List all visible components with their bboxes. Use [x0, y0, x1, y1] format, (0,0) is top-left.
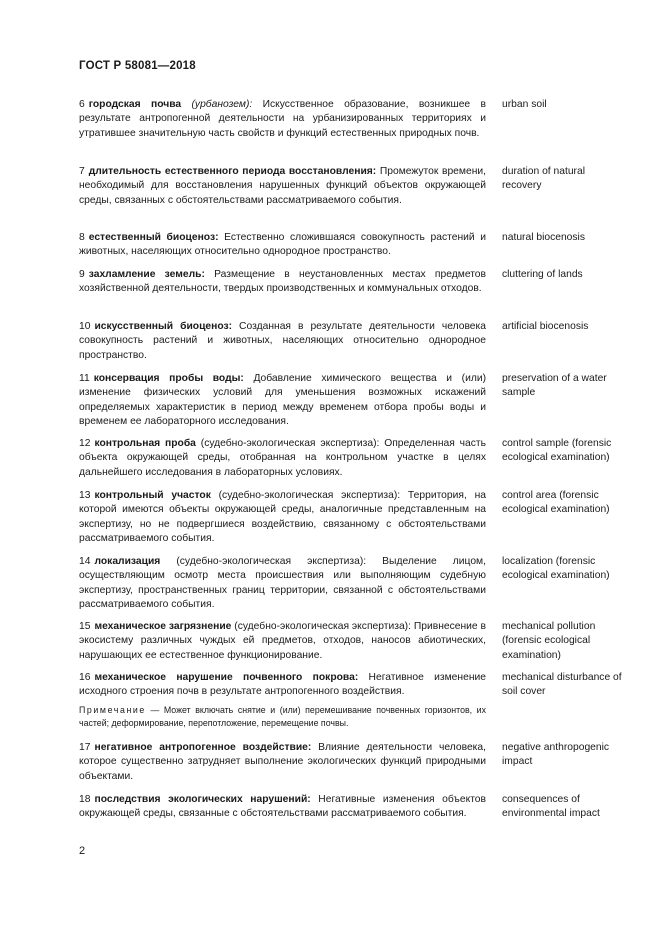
- term-definition: [79, 741, 486, 784]
- term-name: захламление земель:: [88, 269, 205, 280]
- term-name: негативное антропогенное воздействие:: [94, 742, 312, 753]
- definition-text: (судебно-экологическая экспертиза): Определенная часть объекта окружающей среды, отобранная на контрольном участке в целях дальнейшего исследования в лабораторных условиях.: [79, 438, 486, 478]
- term-definition: [79, 98, 486, 141]
- english-equivalent: mechanical pollution (forensic ecological examination): [502, 621, 596, 661]
- definition-text: Искусственное образование, возникшее в результате антропогенной деятельности на урбанизированных территориях и утратившее значительную часть свойств и функций естественных природных почв.: [79, 99, 486, 139]
- term-name: механическое загрязнение: [94, 621, 232, 632]
- english-equivalent: control area (forensic ecological examination): [502, 490, 610, 516]
- definition-text: Созданная в результате деятельности человека совокупность растений и животных, населяющих относительно однородное пространство.: [79, 321, 486, 361]
- term-definition: [79, 793, 486, 822]
- page-number: 2: [79, 845, 86, 857]
- term-name: контрольная проба: [94, 438, 196, 449]
- term-number: 9: [79, 269, 85, 280]
- term-name: искусственный биоценоз:: [94, 321, 233, 332]
- term-name: механическое нарушение почвенного покрова:: [94, 672, 359, 683]
- term-name: консервация пробы воды:: [93, 373, 244, 384]
- term-definition: [79, 437, 486, 480]
- english-equivalent: consequences of environmental impact: [502, 794, 600, 820]
- term-number: 6: [79, 99, 85, 110]
- term-number: 16: [79, 672, 91, 683]
- term-definition: [79, 620, 486, 663]
- definition-text: Добавление химического вещества и (или) изменение физических условий для уменьшения возможных искажений определяемых характеристик в период между временем отбора пробы воды и временем ее лабораторного исследования.: [79, 373, 487, 428]
- term-definition: [79, 268, 486, 297]
- term-number: 12: [79, 438, 91, 449]
- english-equivalent: cluttering of lands: [502, 269, 583, 280]
- definition-text: (судебно-экологическая экспертиза): Привнесение в экосистему различных чуждых ей предметов, отходов, наносов абиотических, нарушающих ее естественное функционирование.: [79, 621, 487, 661]
- english-equivalent: negative anthropogenic impact: [502, 742, 610, 768]
- term-number: 15: [79, 621, 91, 632]
- term-synonym: (урбанозем):: [191, 99, 253, 110]
- note-text: — Может включать снятие и (или) перемешивание почвенных горизонтов, их частей; деформирование, перепотложение, перемещение почвы.: [79, 704, 486, 728]
- english-equivalent: duration of natural recovery: [502, 166, 586, 192]
- document-header: ГОСТ Р 58081—2018: [79, 60, 196, 72]
- term-number: 8: [79, 232, 85, 243]
- english-equivalent: preservation of a water sample: [502, 373, 607, 399]
- term-definition: [79, 231, 486, 260]
- english-equivalent: localization (forensic ecological examination): [502, 556, 610, 582]
- term-definition: [79, 555, 486, 613]
- english-equivalent: natural biocenosis: [502, 232, 585, 243]
- definition-text: Влияние деятельности человека, которое существенно затрудняет выполнение экологических функций природными объектами.: [79, 742, 486, 782]
- term-name: естественный биоценоз:: [88, 232, 219, 243]
- definition-text: Размещение в неустановленных местах предметов хозяйственной деятельности, твердых производственных и коммунальных отходов.: [79, 269, 486, 295]
- term-name: локализация: [94, 556, 161, 567]
- term-number: 13: [79, 490, 91, 501]
- term-number: 7: [79, 166, 85, 177]
- definition-text: Естественно сложившаяся совокупность растений и животных, населяющих относительно однородное пространство.: [79, 232, 486, 258]
- definition-text: (судебно-экологическая экспертиза): Выделение лицом, осуществляющим осмотр места происшествия или выполняющим судебную экспертизу, пространственных границ территории, связанной с обстоятельствами рассматриваемого события.: [79, 556, 486, 611]
- english-equivalent: urban soil: [502, 99, 547, 110]
- term-number: 11: [79, 373, 90, 384]
- definition-text: Негативное изменение исходного строения почв в результате антропогенного воздействия.: [79, 672, 486, 698]
- term-definition: [79, 320, 486, 363]
- note-label: Примечание: [79, 704, 146, 715]
- definition-text: Промежуток времени, необходимый для восстановления нарушенных функций объектов окружающей среды, связанных с обстоятельствами рассматриваемого события.: [79, 166, 487, 206]
- term-name: контрольный участок: [94, 490, 211, 501]
- term-definition: [79, 489, 486, 547]
- term-note: [79, 704, 486, 730]
- term-number: 14: [79, 556, 91, 567]
- term-definition: [79, 372, 486, 430]
- english-equivalent: mechanical disturbance of soil cover: [502, 672, 622, 698]
- term-name: длительность естественного периода восстановления:: [88, 166, 377, 177]
- definition-text: Негативные изменения объектов окружающей среды, связанные с обстоятельствами рассматриваемого события.: [79, 794, 486, 820]
- term-name: последствия экологических нарушений:: [94, 794, 311, 805]
- term-number: 10: [79, 321, 91, 332]
- term-definition: [79, 165, 486, 208]
- definition-text: (судебно-экологическая экспертиза): Территория, на которой имеются объекты окружающей среды, аналогичные представленным на экспертизу, но не подвергшиеся воздействию, связанному с обстоятельствами рассматриваемого события.: [79, 490, 486, 545]
- term-definition: [79, 671, 486, 730]
- term-number: 18: [79, 794, 91, 805]
- english-equivalent: control sample (forensic ecological examination): [502, 438, 612, 464]
- english-equivalent: artificial biocenosis: [502, 321, 589, 332]
- term-name: городская почва: [88, 99, 182, 110]
- term-number: 17: [79, 742, 91, 753]
